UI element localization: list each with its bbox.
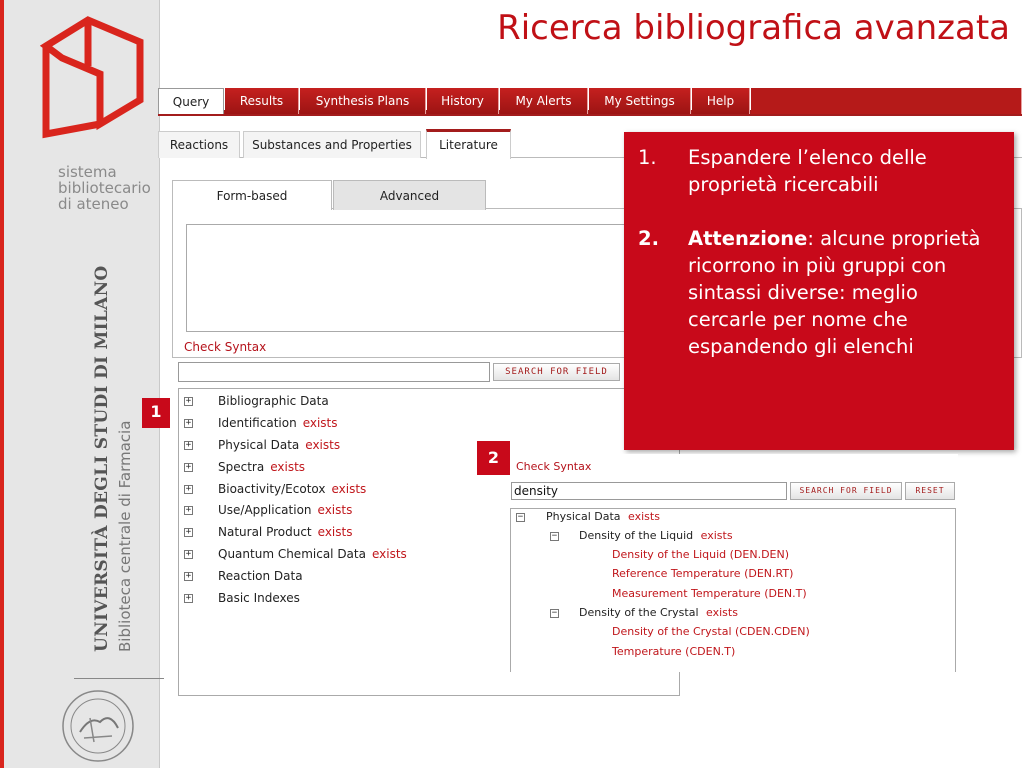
step-badge-2: 2 [477, 441, 510, 475]
expand-icon[interactable]: + [185, 418, 192, 428]
tab-reactions[interactable]: Reactions [158, 131, 240, 158]
search-for-field-button-2[interactable]: SEARCH FOR FIELD [790, 482, 902, 500]
callout-item-text: : alcune proprietà ricorrono in più gruppi con sintassi diverse: meglio cercarle per nome che espandendo gli elenchi [688, 227, 981, 358]
collapse-icon[interactable]: − [551, 531, 558, 541]
tree-item-use-application[interactable] [218, 500, 352, 520]
tree-node-label: Density of the Liquid [579, 529, 694, 542]
expand-icon[interactable]: + [185, 462, 192, 472]
tree-node-density-liquid[interactable] [579, 526, 733, 545]
tree-item-basic-indexes[interactable] [218, 588, 300, 608]
expand-icon[interactable]: + [185, 527, 192, 537]
exists-label: exists [706, 606, 738, 619]
sba-logo-icon [40, 14, 150, 154]
logo-line-2: bibliotecario [58, 179, 151, 197]
tree-item-label: Physical Data [218, 438, 300, 452]
reset-button[interactable]: RESET [905, 482, 955, 500]
tree-item-identification[interactable] [218, 413, 338, 433]
tree-item-label: Bioactivity/Ecotox [218, 482, 326, 496]
main-navigation [158, 88, 1022, 116]
tab-my-settings[interactable]: My Settings [589, 88, 691, 114]
expand-icon[interactable]: + [185, 396, 192, 406]
tab-synthesis-plans[interactable]: Synthesis Plans [300, 88, 426, 114]
step-badge-1: 1 [142, 398, 170, 428]
divider [74, 678, 164, 679]
tab-literature[interactable]: Literature [426, 129, 511, 159]
tab-my-alerts[interactable]: My Alerts [500, 88, 588, 114]
field-cden-cden[interactable]: Density of the Crystal (CDEN.CDEN) [612, 625, 810, 638]
tree-item-bibliographic-data[interactable] [218, 391, 329, 411]
tree-item-label: Basic Indexes [218, 591, 300, 605]
tree-item-label: Use/Application [218, 503, 312, 517]
tree-node-density-crystal[interactable] [579, 603, 738, 622]
tree-item-label: Bibliographic Data [218, 394, 329, 408]
university-seal-icon [60, 688, 136, 764]
exists-label: exists [371, 547, 407, 561]
exists-label: exists [270, 460, 306, 474]
tree-item-label: Quantum Chemical Data [218, 547, 366, 561]
tree-item-natural-product[interactable] [218, 522, 352, 542]
left-sidebar-band [0, 0, 160, 768]
tree-item-label: Natural Product [218, 525, 312, 539]
tab-form-based[interactable]: Form-based [172, 180, 332, 210]
exists-label: exists [317, 503, 353, 517]
expand-icon[interactable]: + [185, 505, 192, 515]
exists-label: exists [302, 416, 338, 430]
tree-item-label: Identification [218, 416, 297, 430]
tab-results[interactable]: Results [225, 88, 299, 114]
expand-icon[interactable]: + [185, 593, 192, 603]
expand-icon[interactable]: + [185, 440, 192, 450]
check-syntax-link[interactable]: Check Syntax [184, 340, 267, 354]
logo-line-3: di ateneo [58, 195, 129, 213]
field-den-rt[interactable]: Reference Temperature (DEN.RT) [612, 567, 794, 580]
exists-label: exists [317, 525, 353, 539]
callout-list [636, 144, 1002, 360]
field-den-t[interactable]: Measurement Temperature (DEN.T) [612, 587, 807, 600]
logo-line-1: sistema [58, 163, 117, 181]
field-cden-t[interactable]: Temperature (CDEN.T) [612, 645, 736, 658]
tree-item-reaction-data[interactable] [218, 566, 303, 586]
callout-item-bold: Attenzione [688, 227, 808, 250]
expand-icon[interactable]: + [185, 571, 192, 581]
field-search-input-2[interactable]: density [511, 482, 787, 500]
tab-query[interactable]: Query [158, 88, 224, 114]
tree-item-label: Reaction Data [218, 569, 303, 583]
tree-item-physical-data[interactable] [218, 435, 340, 455]
callout-item-1 [636, 144, 1002, 198]
query-textarea[interactable] [186, 224, 630, 332]
collapse-icon[interactable]: − [551, 608, 558, 618]
tree-item-label: Spectra [218, 460, 265, 474]
tab-advanced[interactable]: Advanced [333, 180, 486, 210]
logo-text [58, 164, 151, 212]
exists-label: exists [628, 510, 660, 523]
search-for-field-button[interactable]: SEARCH FOR FIELD [493, 363, 620, 381]
tree-item-quantum-chemical-data[interactable] [218, 544, 407, 564]
callout-item-number: 1. [638, 146, 657, 169]
library-name: Biblioteca centrale di Farmacia [116, 420, 134, 652]
tree-node-label: Physical Data [546, 510, 621, 523]
tab-help[interactable]: Help [692, 88, 750, 114]
check-syntax-link-2[interactable]: Check Syntax [516, 460, 592, 473]
tree-node-label: Density of the Crystal [579, 606, 699, 619]
exists-label: exists [700, 529, 733, 542]
nav-filler [751, 88, 1022, 114]
field-den-den[interactable]: Density of the Liquid (DEN.DEN) [612, 548, 790, 561]
callout-item-2 [636, 225, 1002, 360]
tab-history[interactable]: History [427, 88, 499, 114]
tab-substances-and-properties[interactable]: Substances and Properties [243, 131, 421, 158]
exists-label: exists [331, 482, 367, 496]
callout-item-number: 2. [638, 227, 659, 250]
field-search-input[interactable] [178, 362, 490, 382]
exists-label: exists [305, 438, 341, 452]
slide-title: Ricerca bibliografica avanzata [497, 8, 1010, 48]
tree-item-bioactivity-ecotox[interactable] [218, 479, 366, 499]
tree-item-spectra[interactable] [218, 457, 305, 477]
university-name: UNIVERSITÀ DEGLI STUDI DI MILANO [92, 265, 112, 652]
callout-box [624, 132, 1014, 450]
expand-icon[interactable]: + [185, 484, 192, 494]
collapse-icon[interactable]: − [517, 512, 524, 522]
tree-node-physical-data[interactable] [546, 507, 660, 526]
callout-item-text: Espandere l’elenco delle proprietà ricercabili [688, 146, 927, 196]
expand-icon[interactable]: + [185, 549, 192, 559]
